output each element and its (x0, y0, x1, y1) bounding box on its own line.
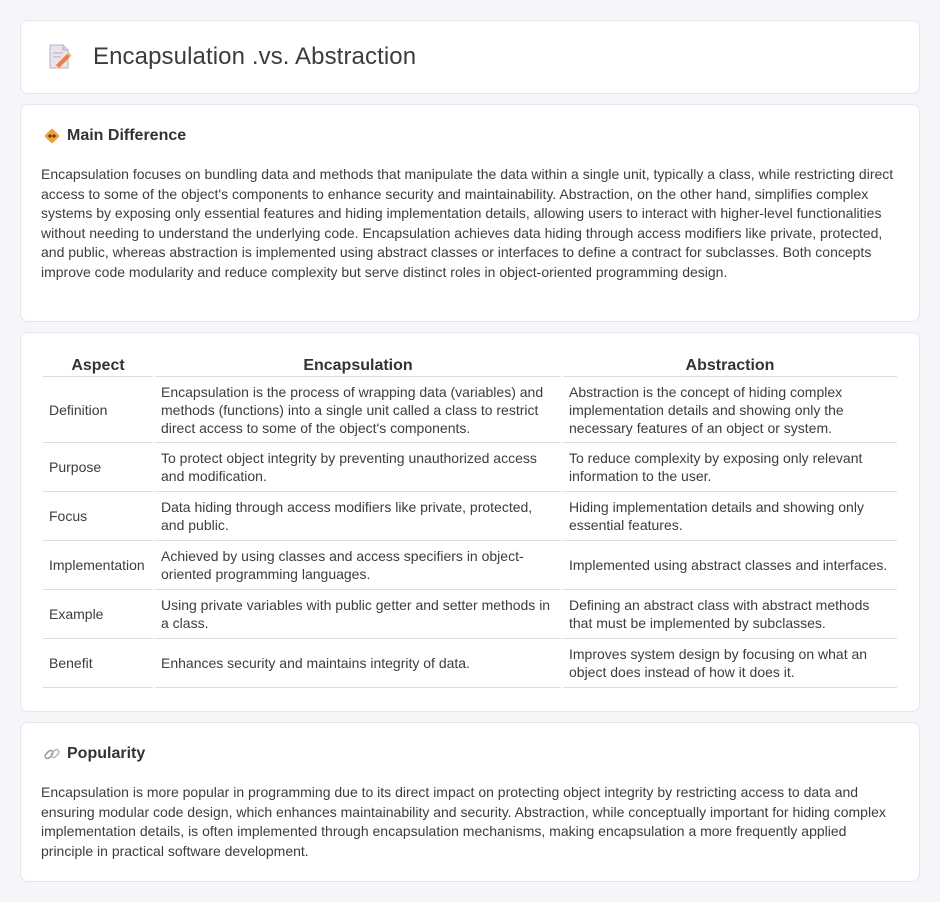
table-row (43, 541, 897, 590)
row-encapsulation: To protect object integrity by preventing unauthorized access and modification. (155, 443, 561, 492)
row-abstraction: Hiding implementation details and showing only essential features. (563, 492, 897, 541)
title-row (47, 43, 416, 71)
row-encapsulation: Data hiding through access modifiers like private, protected, and public. (155, 492, 561, 541)
header-abstraction: Abstraction (563, 353, 897, 377)
table-row (43, 590, 897, 639)
title-card (20, 20, 920, 94)
main-difference-header (43, 127, 186, 145)
popularity-card (20, 722, 920, 882)
page-title: Encapsulation .vs. Abstraction (93, 43, 417, 70)
table-row (43, 492, 897, 541)
link-icon (43, 745, 61, 763)
header-encapsulation: Encapsulation (155, 353, 561, 377)
main-difference-title: Main Difference (67, 127, 187, 144)
row-aspect: Purpose (43, 443, 153, 492)
diamond-sign-icon (43, 127, 61, 145)
main-difference-card (20, 104, 920, 322)
row-aspect: Definition (43, 377, 153, 443)
row-encapsulation: Achieved by using classes and access specifiers in object-oriented programming languages. (155, 541, 561, 590)
row-encapsulation: Encapsulation is the process of wrapping data (variables) and methods (functions) into a single unit called a class to restrict direct access to some of the object's components. (155, 377, 561, 443)
comparison-card (20, 332, 920, 712)
row-abstraction: Implemented using abstract classes and interfaces. (563, 541, 897, 590)
popularity-header (43, 745, 145, 763)
row-abstraction: Improves system design by focusing on what an object does instead of how it does it. (563, 639, 897, 688)
row-aspect: Example (43, 590, 153, 639)
popularity-text: Encapsulation is more popular in programming due to its direct impact on protecting object integrity by restricting access to data and ensuring modular code design, which enhances maintainability and security. Abstraction, while conceptually important for hiding complex implementation details, is often implemented through encapsulation mechanisms, making encapsulation a more frequently applied principle in practical software development. (41, 784, 886, 859)
row-abstraction: Abstraction is the concept of hiding complex implementation details and showing only the necessary features of an object or system. (563, 377, 897, 443)
document-pencil-icon (47, 43, 73, 71)
row-aspect: Benefit (43, 639, 153, 688)
table-row (43, 377, 897, 443)
header-aspect: Aspect (43, 353, 153, 377)
table-row (43, 639, 897, 688)
row-abstraction: Defining an abstract class with abstract methods that must be implemented by subclasses. (563, 590, 897, 639)
main-difference-text: Encapsulation focuses on bundling data and methods that manipulate the data within a single unit, typically a class, while restricting direct access to some of the object's components to enhance security and maintainability. Abstraction, on the other hand, simplifies complex systems by exposing only essential features and hiding implementation details, allowing users to interact with higher-level functionalities without needing to understand the underlying code. Encapsulation achieves data hiding through access modifiers like private, protected, and public, whereas abstraction is implemented using abstract classes or interfaces to define a contract for subclasses. Both concepts improve code modularity and reduce complexity but serve distinct roles in object-oriented programming design. (41, 166, 894, 280)
row-encapsulation: Using private variables with public getter and setter methods in a class. (155, 590, 561, 639)
popularity-title: Popularity (67, 745, 146, 762)
comparison-table (41, 353, 899, 688)
table-row (43, 443, 897, 492)
row-aspect: Focus (43, 492, 153, 541)
row-encapsulation: Enhances security and maintains integrity of data. (155, 639, 561, 688)
row-aspect: Implementation (43, 541, 153, 590)
table-header-row (43, 353, 897, 377)
row-abstraction: To reduce complexity by exposing only relevant information to the user. (563, 443, 897, 492)
